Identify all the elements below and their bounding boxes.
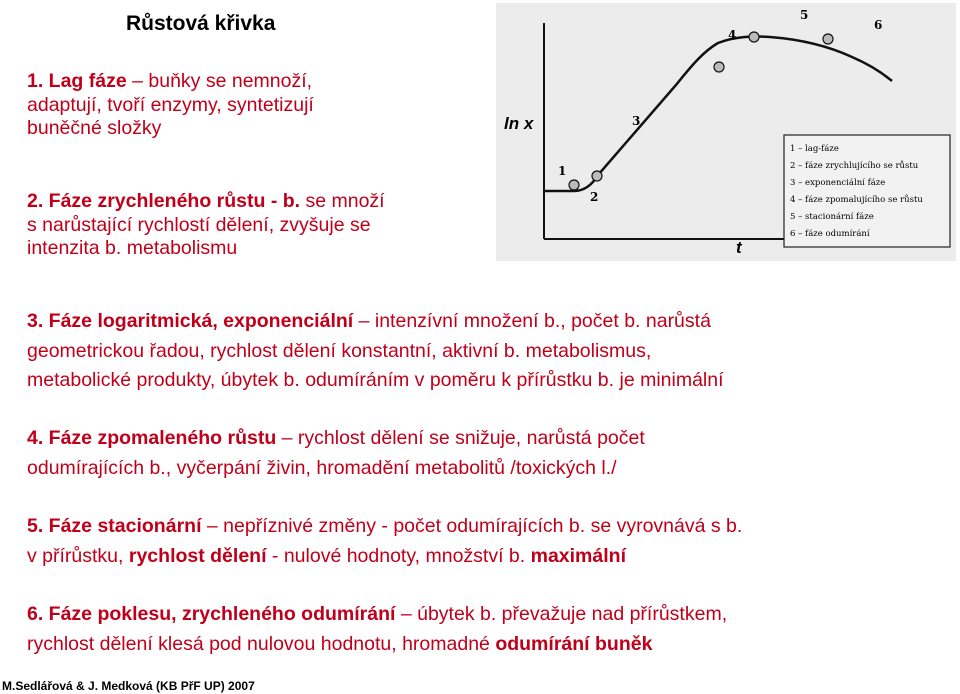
phase-number-3: 3: [632, 114, 641, 128]
phase-2-marker: [592, 171, 602, 181]
phase-number-1: 1: [558, 164, 567, 178]
phase-6-line-2a: rychlost dělení klesá pod nulovou hodnotu, hromadné: [27, 632, 496, 655]
growth-curve-figure: [496, 3, 956, 261]
phase-2-paragraph: [27, 190, 385, 261]
phase-3-paragraph: [27, 310, 724, 393]
phase-2-line-3: intenzita b. metabolismu: [27, 237, 238, 259]
phase-1-paragraph: [27, 70, 314, 141]
phase-3-text: – intenzívní množení b., počet b. narůstá: [353, 310, 711, 332]
phase-4-line-2: odumírajících b., vyčerpání živin, hromadění metabolitů /toxických l./: [27, 456, 617, 479]
legend-item-1: 1 – lag-fáze: [790, 144, 839, 154]
phase-1-heading: 1. Lag fáze: [27, 70, 127, 92]
legend-item-2: 2 – fáze zrychlujícího se růstu: [790, 161, 919, 171]
phase-6-line-2b: odumírání buněk: [495, 632, 653, 655]
phase-5-line-2a: v přírůstku,: [27, 544, 129, 567]
phase-5-text: – nepříznivé změny - počet odumírajících b. se vyrovnává s b.: [201, 515, 743, 537]
phase-6-marker: [823, 34, 833, 44]
phase-1-line-3: buněčné složky: [27, 117, 162, 139]
phase-4-heading: 4. Fáze zpomaleného: [27, 427, 223, 449]
phase-4-paragraph: [27, 427, 645, 480]
phase-1-text: – buňky se nemnoží,: [126, 70, 313, 92]
phase-5-heading: 5. Fáze stacionární: [27, 515, 202, 537]
phase-3-line-2: geometrickou řadou, rychlost dělení konstantní, aktivní b. metabolismus,: [27, 339, 652, 362]
growth-curve-svg: [496, 3, 956, 261]
slide-title: Růstová křivka: [126, 12, 276, 35]
phase-number-6: 6: [874, 18, 883, 32]
phase-5-line-2c: - nulové hodnoty, množství b.: [266, 544, 531, 567]
phase-2-line-2: s narůstající rychlostí dělení, zvyšuje se: [27, 213, 371, 236]
legend-item-3: 3 – exponenciální fáze: [790, 178, 886, 188]
phase-4-heading-2: růstu: [227, 427, 277, 449]
legend-item-6: 6 – fáze odumírání: [790, 229, 870, 239]
phase-2-text: se množí: [300, 190, 385, 212]
phase-6-text: – úbytek b. převažuje nad přírůstkem,: [395, 603, 728, 625]
phase-5-line-2b: rychlost dělení: [128, 544, 267, 567]
phase-number-5: 5: [800, 8, 809, 22]
legend-item-4: 4 – fáze zpomalujícího se růstu: [790, 195, 923, 205]
y-axis-label: ln x: [504, 114, 534, 133]
phase-2-heading: 2. Fáze zrychleného růstu - b.: [27, 190, 301, 212]
phase-1-line-2: adaptují, tvoří enzymy, syntetizují: [27, 93, 314, 116]
legend-item-5: 5 – stacionární fáze: [790, 212, 874, 222]
phase-number-2: 2: [590, 190, 599, 204]
phase-6-paragraph: [27, 603, 727, 656]
phase-number-4: 4: [728, 28, 737, 42]
phase-3-heading: 3. Fáze logaritmická, exponenciální: [27, 310, 354, 332]
x-axis-label: t: [736, 238, 742, 257]
phase-4-text: – rychlost dělení se snižuje, narůstá počet: [276, 427, 645, 449]
phase-3-marker: [714, 62, 724, 72]
phase-6-heading: 6. Fáze poklesu, zrychleného odumírání: [27, 603, 396, 625]
phase-1-marker: [569, 180, 579, 190]
phase-5-paragraph: [27, 515, 742, 568]
phase-5-line-2d: maximální: [530, 544, 626, 567]
footer-credit: M.Sedlářová & J. Medková (KB PřF UP) 2007: [2, 679, 255, 693]
phase-4-marker: [749, 32, 759, 42]
phase-3-line-3: metabolické produkty, úbytek b. odumíráním v poměru k přírůstku b. je minimální: [27, 369, 724, 391]
